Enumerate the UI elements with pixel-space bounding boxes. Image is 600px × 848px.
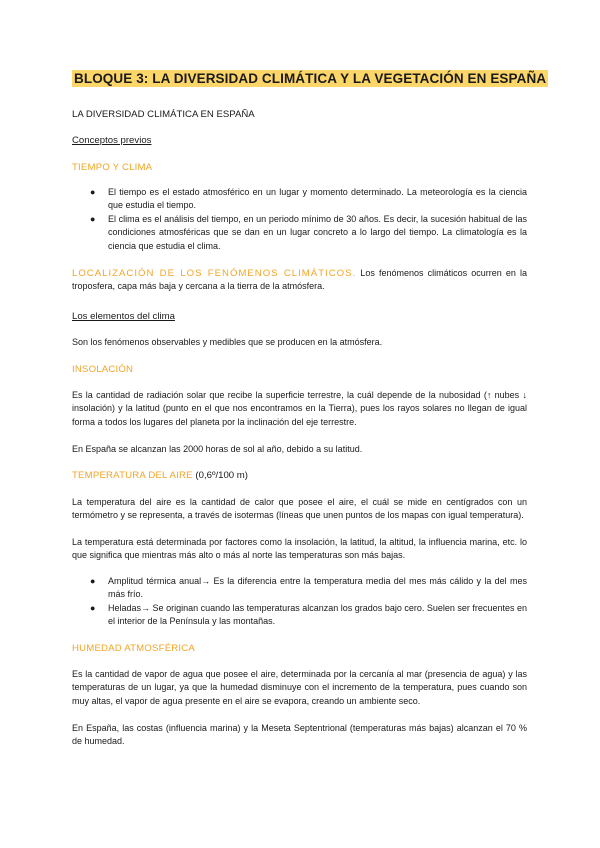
bullet-icon: ●	[90, 187, 96, 197]
bullet-clima: El clima es el análisis del tiempo, en un periodo mínimo de 30 años. Es decir, la sucesión habitual de las condiciones atmosféricas que se dan en un lugar concreto a lo largo del tiempo. La climatología es la ciencia que estudia el clima.	[108, 214, 527, 251]
temperatura-heading-line	[72, 469, 527, 482]
page-title: BLOQUE 3: LA DIVERSIDAD CLIMÁTICA Y LA VEGETACIÓN EN ESPAÑA	[74, 71, 547, 86]
bullet-icon: ●	[90, 576, 96, 586]
bullet-amplitud: Amplitud térmica anual→ Es la diferencia entre la temperatura media del mes más cálido y la del mes más frío.	[108, 576, 527, 600]
elementos-heading: Los elementos del clima	[72, 311, 175, 322]
humedad-heading: HUMEDAD ATMOSFÉRICA	[72, 643, 196, 654]
bullet-heladas: Heladas→ Se originan cuando las temperaturas alcanzan los grados bajo cero. Suelen ser frecuentes en el interior de la Península y las montañas.	[108, 603, 527, 627]
temperatura-heading-suffix: (0,6º/100 m)	[192, 470, 248, 481]
temperatura-paragraph-2: La temperatura está determinada por factores como la insolación, la latitud, la altitud, la influencia marina, etc. lo que significa que mientras más alto o más al norte las temperaturas son más bajas.	[72, 537, 527, 561]
localizacion-paragraph	[72, 267, 527, 294]
bullet-icon: ●	[90, 603, 96, 613]
tiempo-clima-heading: TIEMPO Y CLIMA	[72, 162, 153, 173]
section-subtitle: LA DIVERSIDAD CLIMÁTICA EN ESPAÑA	[72, 109, 255, 120]
localizacion-text: Los fenómenos climáticos ocurren en la troposfera, capa más baja y cercana a la tierra de la atmósfera.	[72, 268, 528, 292]
temperatura-paragraph-1: La temperatura del aire es la cantidad de calor que posee el aire, el cuál se mide en centígrados con un termómetro y se representa, a través de isotermas (líneas que unen puntos de los mapas con igual temperatura).	[72, 497, 527, 521]
insolacion-paragraph-2: En España se alcanzan las 2000 horas de sol al año, debido a su latitud.	[72, 444, 363, 454]
insolacion-paragraph-1: Es la cantidad de radiación solar que recibe la superficie terrestre, la cuál depende de la nubosidad (↑ nubes ↓ insolación) y la latitud (punto en el que nos encontramos en la Tierra), pues los rayos solares no llegan de igual forma a todos los lugares del planeta por la inclinación del eje terrestre.	[72, 390, 527, 427]
insolacion-heading: INSOLACIÓN	[72, 364, 134, 375]
bullet-tiempo: El tiempo es el estado atmosférico en un lugar y momento determinado. La meteorología es la ciencia que estudia el tiempo.	[108, 187, 527, 211]
temperatura-heading: TEMPERATURA DEL AIRE	[72, 470, 193, 481]
elementos-text: Son los fenómenos observables y medibles que se producen en la atmósfera.	[72, 337, 383, 347]
conceptos-previos-heading: Conceptos previos	[72, 135, 152, 146]
humedad-paragraph-2: En España, las costas (influencia marina) y la Meseta Septentrional (temperaturas más bajas) alcanzan el 70 % de humedad.	[72, 723, 527, 747]
localizacion-heading: LOCALIZACIÓN DE LOS FENÓMENOS CLIMÁTICOS.	[72, 268, 357, 279]
humedad-paragraph-1: Es la cantidad de vapor de agua que posee el aire, determinada por la cercanía al mar (presencia de agua) y las temperaturas de un lugar, ya que la humedad disminuye con el incremento de la temperatura, pues cuando son muy altas, el vapor de agua presente en el aire se evapora, creando un ambiente seco.	[72, 669, 527, 706]
bullet-icon: ●	[90, 214, 96, 224]
